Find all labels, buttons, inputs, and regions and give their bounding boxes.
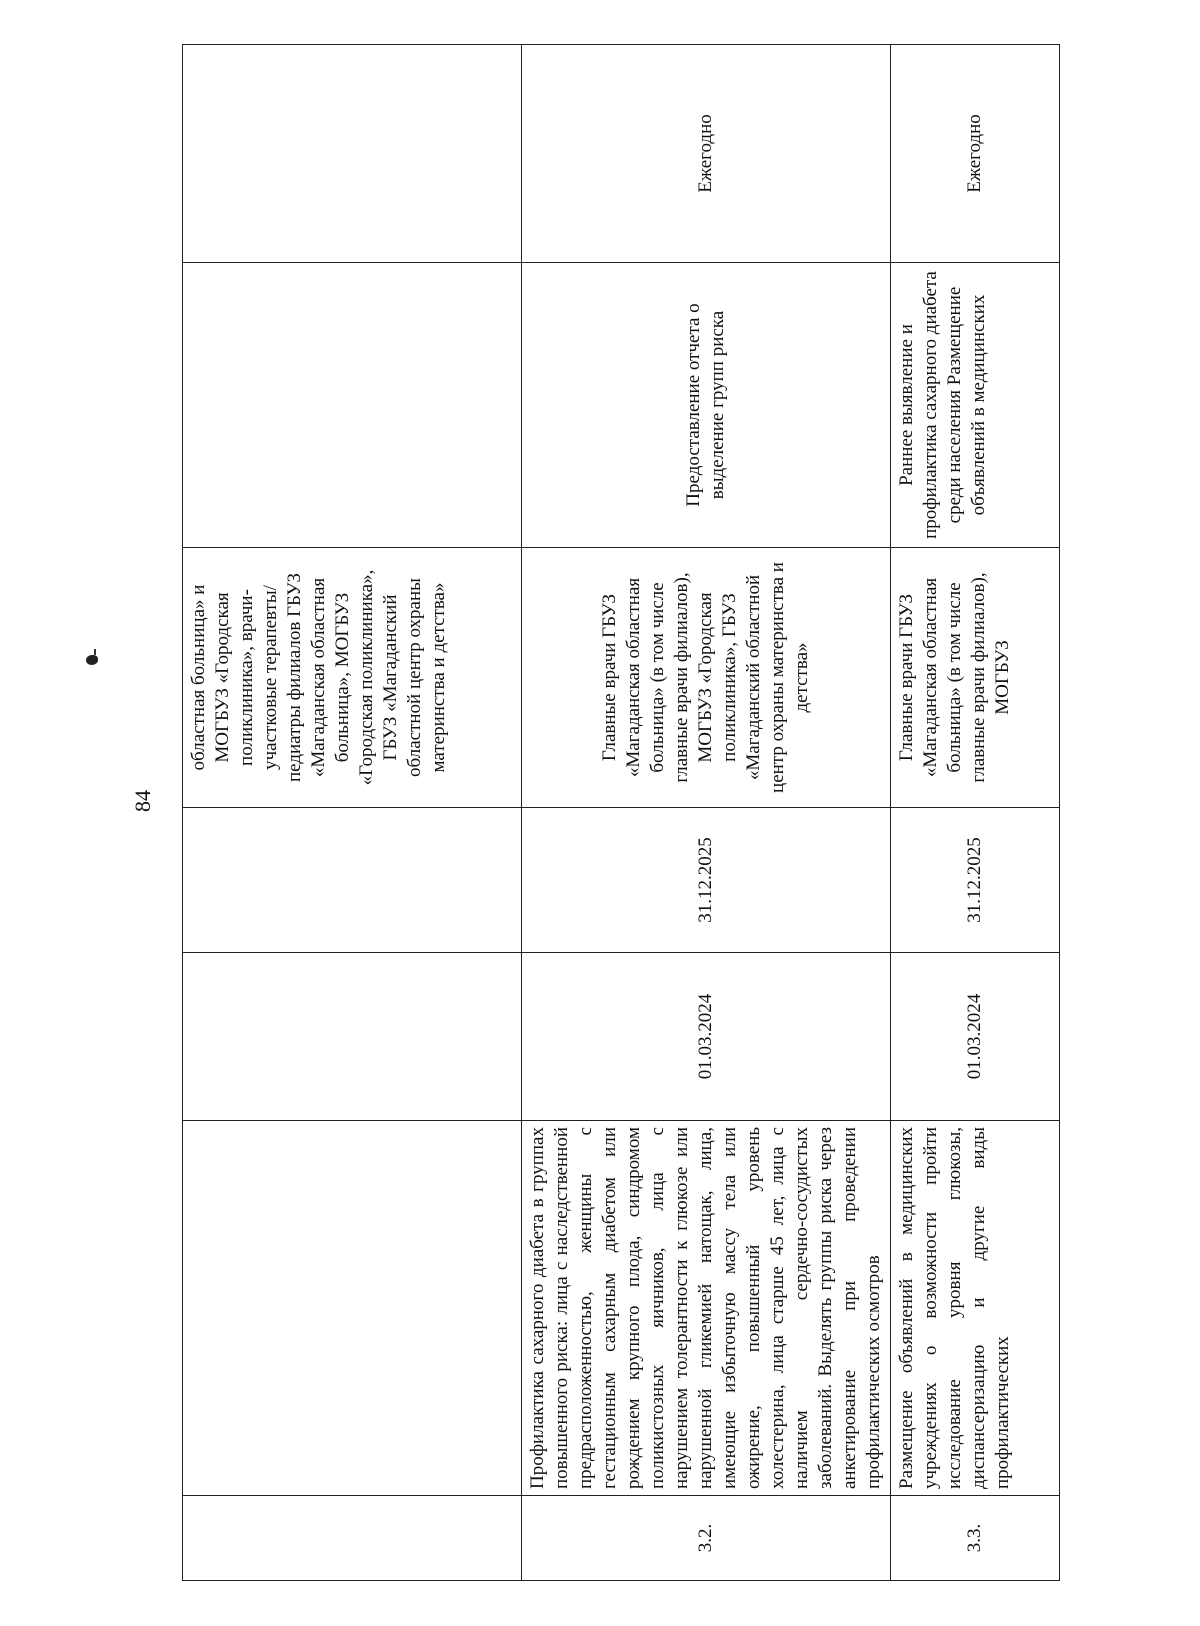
row-term — [183, 45, 522, 263]
page-number: 84 — [130, 790, 155, 812]
row-term: Ежегодно — [522, 45, 891, 263]
row-description: Профилактика сахарного диабета в группах повышенного риска: лица с наследственной предрасположенностью, женщины с гестационным сахарным диабетом или рождением крупного плода, синдромом поликистозных яичников, лица с нарушением толерантности к глюкозе или нарушенной гликемией натощак, лица, имеющие избыточную массу тела или ожирение, повышенный уровень холестерина, лица старше 45 лет, лица с наличием сердечно-сосудистых заболеваний. Выделять группы риска через анкетирование при проведении профилактических осмотров — [522, 1121, 891, 1496]
row-result: Предоставление отчета о выделение групп риска — [522, 263, 891, 548]
row-start-date: 01.03.2024 — [891, 953, 1060, 1121]
row-end-date: 31.12.2025 — [522, 808, 891, 953]
row-responsible: областная больница» и МОГБУЗ «Городская поликлиника», врачи-участковые терапевты/педиатры филиалов ГБУЗ «Магаданская областная больница», МОГБУЗ «Городская поликлиника», ГБУЗ «Магаданский областной центр охраны материнства и детства» — [183, 548, 522, 808]
row-number — [183, 1496, 522, 1581]
row-result — [183, 263, 522, 548]
row-number: 3.3. — [891, 1496, 1060, 1581]
table-row — [891, 45, 1060, 1581]
row-responsible: Главные врачи ГБУЗ «Магаданская областная больница» (в том числе главные врачи филиалов), МОГБУЗ «Городская поликлиника», ГБУЗ «Магаданский областной центр охраны материнства и детства» — [522, 548, 891, 808]
table-row — [183, 45, 522, 1581]
row-result: Раннее выявление и профилактика сахарного диабета среди населения Размещение объявлений в медицинских — [891, 263, 1060, 548]
scan-speck — [86, 655, 98, 665]
row-end-date: 31.12.2025 — [891, 808, 1060, 953]
rotated-table-container — [182, 45, 1017, 1581]
row-term: Ежегодно — [891, 45, 1060, 263]
row-number: 3.2. — [522, 1496, 891, 1581]
row-end-date — [183, 808, 522, 953]
measures-table — [182, 44, 1060, 1581]
row-responsible: Главные врачи ГБУЗ «Магаданская областная больница» (в том числе главные врачи филиалов), МОГБУЗ — [891, 548, 1060, 808]
table-row — [522, 45, 891, 1581]
row-start-date: 01.03.2024 — [522, 953, 891, 1121]
row-description: Размещение объявлений в медицинских учреждениях о возможности пройти исследование уровня глюкозы, диспансеризацию и другие виды профилактических — [891, 1121, 1060, 1496]
row-description — [183, 1121, 522, 1496]
row-start-date — [183, 953, 522, 1121]
